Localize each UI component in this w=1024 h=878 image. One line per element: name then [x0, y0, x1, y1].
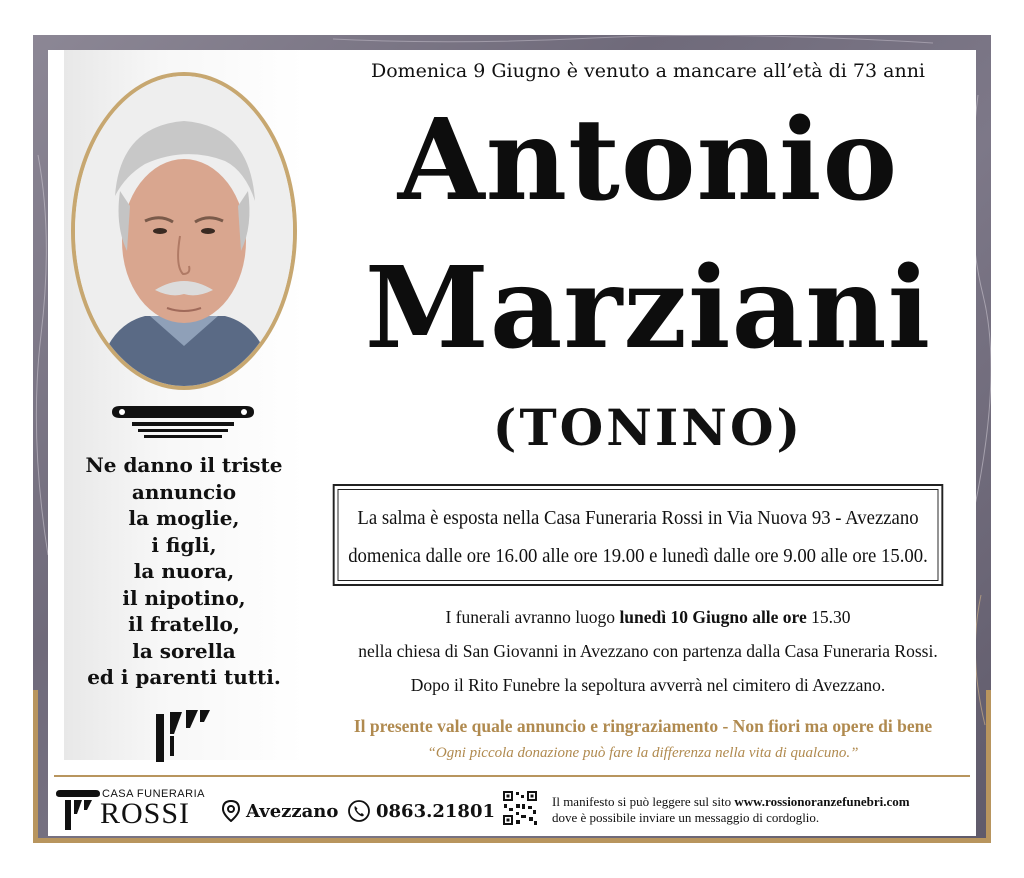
family-line: la sorella	[132, 638, 236, 663]
pin-icon	[222, 800, 240, 822]
qr-code-icon[interactable]	[502, 790, 538, 826]
viewing-info-box	[333, 484, 944, 586]
logo-title: ROSSI	[100, 797, 191, 830]
funeral-line: nella chiesa di San Giovanni in Avezzano con partenza dalla Casa Funeraria Rossi.	[358, 641, 938, 661]
deceased-last-name: Marziani	[364, 243, 932, 374]
death-announcement: Domenica 9 Giugno è venuto a mancare all’età di 73 anni	[370, 60, 926, 82]
family-line: i figli,	[151, 532, 217, 557]
funeral-info	[318, 600, 978, 702]
deceased-first-name: Antonio	[397, 95, 899, 226]
funeral-date: lunedì 10 Giugno alle ore	[619, 607, 807, 627]
footer-divider	[54, 775, 970, 777]
column-capital-icon	[112, 402, 254, 442]
location-text: Avezzano	[246, 800, 339, 822]
family-line: il nipotino,	[122, 585, 246, 610]
deceased-nickname: (TONINO)	[492, 398, 804, 457]
family-line: ed i parenti tutti.	[87, 665, 281, 689]
location	[222, 800, 338, 822]
funeral-prefix: I funerali avranno luogo	[445, 607, 620, 627]
family-announcement	[66, 452, 302, 691]
family-line: annuncio	[131, 479, 237, 504]
phone[interactable]	[348, 800, 495, 822]
portrait-photo	[71, 72, 297, 390]
rossi-logo	[56, 788, 206, 830]
website-link[interactable]: www.rossionoranzefunebri.com	[734, 794, 910, 809]
family-line: il fratello,	[128, 612, 240, 636]
phone-number[interactable]: 0863.21801	[376, 800, 495, 822]
viewing-line: La salma è esposta nella Casa Funeraria Rossi in Via Nuova 93 - Avezzano	[357, 508, 919, 529]
donation-quote: “Ogni piccola donazione può fare la differenza nella vita di qualcuno.”	[427, 745, 859, 761]
family-line: la moglie,	[128, 506, 240, 530]
family-line: la nuora,	[133, 559, 235, 583]
funeral-line	[318, 600, 978, 634]
website-line	[552, 794, 982, 810]
thanks-line: Il presente vale quale annuncio e ringraziamento - Non fiori ma opere di bene	[353, 716, 933, 736]
family-line: Ne danno il triste	[85, 453, 283, 477]
portrait-illustration	[75, 76, 293, 386]
funeral-time: 15.30	[806, 607, 851, 627]
website-note	[552, 794, 982, 826]
phone-icon	[348, 800, 370, 822]
funeral-line: Dopo il Rito Funebre la sepoltura avverrà nel cimitero di Avezzano.	[410, 675, 886, 695]
logo-subtitle: CASA FUNERARIA	[102, 788, 205, 800]
website-prefix: Il manifesto si può leggere sul sito	[552, 794, 735, 809]
viewing-line: domenica dalle ore 16.00 alle ore 19.00 e lunedì dalle ore 9.00 alle ore 15.00.	[348, 546, 928, 567]
website-line: dove è possibile inviare un messaggio di cordoglio.	[552, 810, 820, 825]
logo-column-icon	[56, 788, 100, 830]
rossi-logo-mark-icon	[152, 706, 214, 762]
